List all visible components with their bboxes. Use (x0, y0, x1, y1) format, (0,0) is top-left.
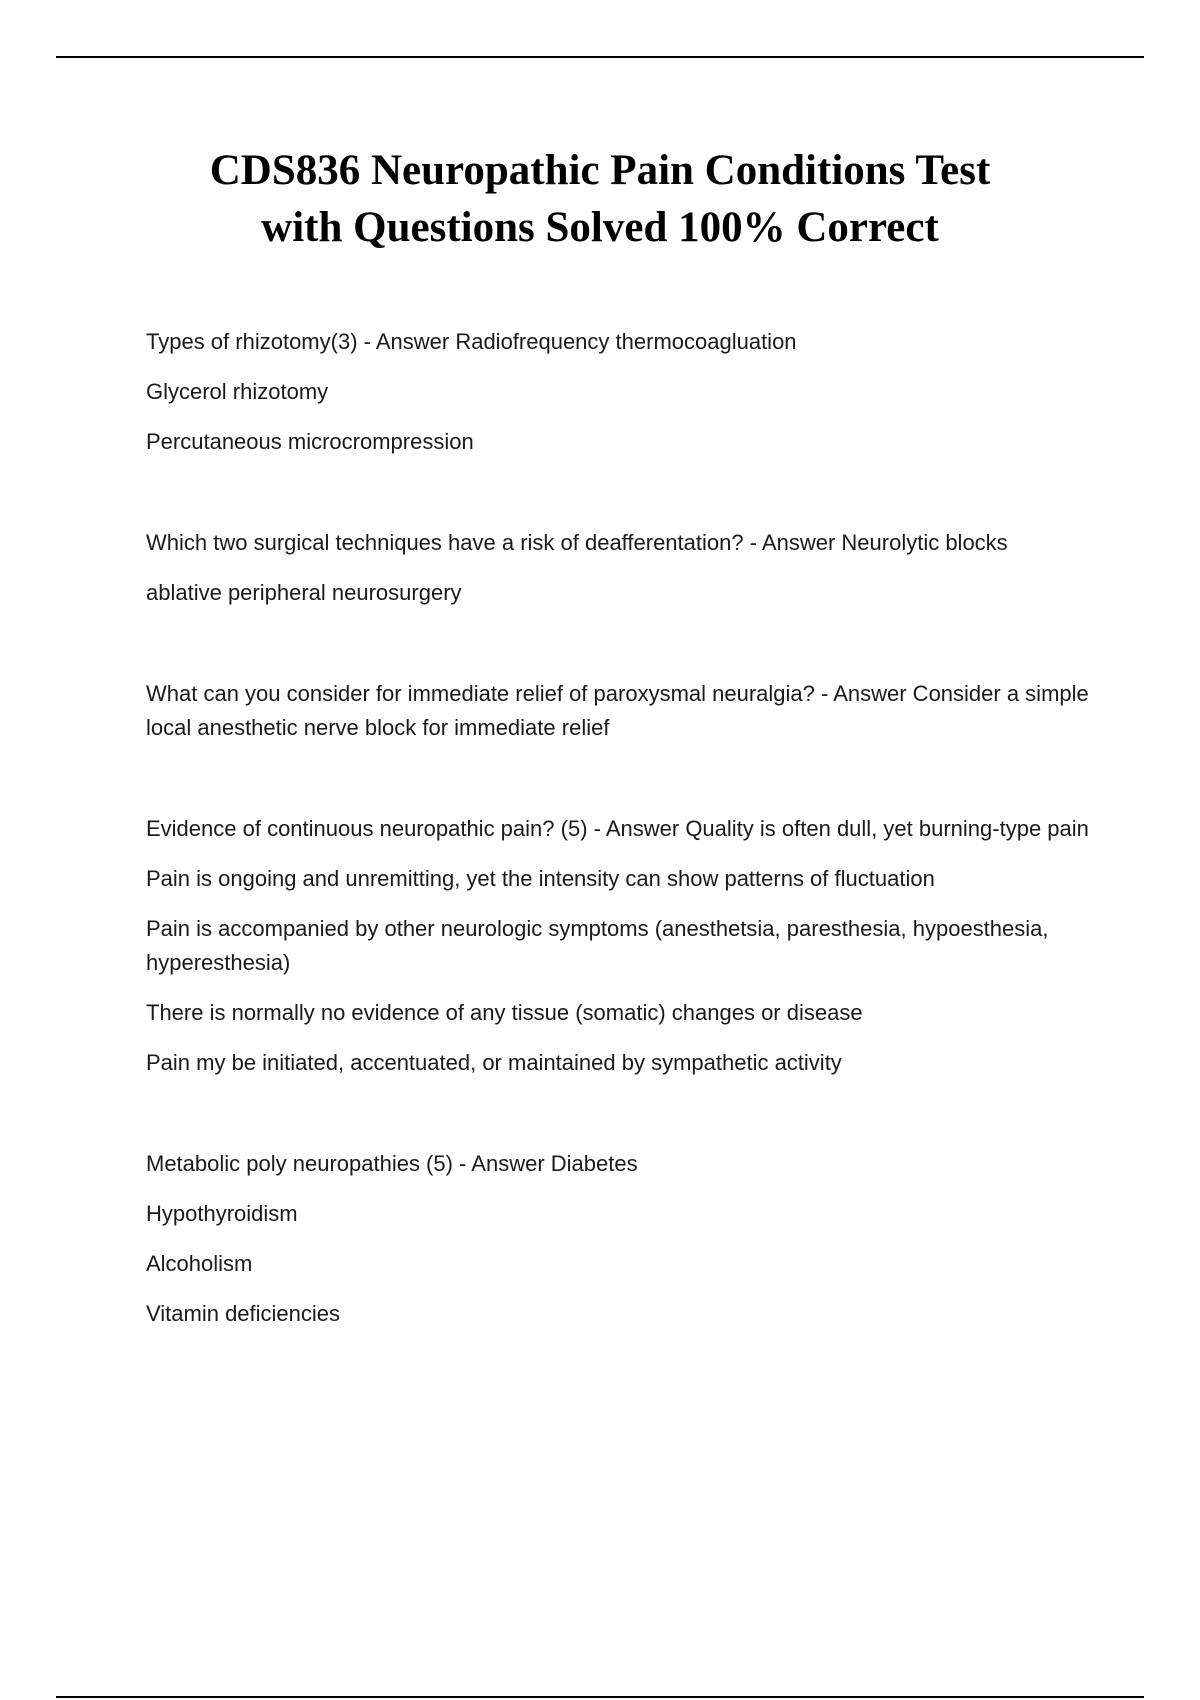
document-title (0, 142, 1200, 256)
qa-paragraph: Pain is accompanied by other neurologic symptoms (anesthetsia, paresthesia, hypoesthesia, hyperesthesia) (146, 916, 1049, 975)
title-line-2: with Questions Solved 100% Correct (261, 204, 939, 251)
qa-paragraph: ablative peripheral neurosurgery (146, 580, 462, 605)
qa-block-deafferentation (146, 526, 1096, 610)
qa-paragraph: Vitamin deficiencies (146, 1301, 341, 1326)
qa-block-rhizotomy (146, 325, 1096, 459)
qa-block-metabolic-polyneuropathies (146, 1147, 1096, 1331)
title-line-1: CDS836 Neuropathic Pain Conditions Test (209, 147, 991, 194)
header-rule (56, 56, 1144, 58)
qa-block-paroxysmal-neuralgia (146, 677, 1096, 745)
footer-rule (56, 1696, 1144, 1698)
qa-paragraph: Glycerol rhizotomy (146, 379, 329, 404)
qa-paragraph: Which two surgical techniques have a risk of deafferentation? - Answer Neurolytic blocks (146, 530, 1008, 555)
qa-paragraph: Metabolic poly neuropathies (5) - Answer Diabetes (146, 1151, 638, 1176)
qa-paragraph: Alcoholism (146, 1251, 253, 1276)
qa-paragraph: Hypothyroidism (146, 1201, 298, 1226)
qa-paragraph: Pain my be initiated, accentuated, or maintained by sympathetic activity (146, 1050, 842, 1075)
qa-content (146, 325, 1096, 1398)
qa-paragraph: Pain is ongoing and unremitting, yet the intensity can show patterns of fluctuation (146, 866, 935, 891)
qa-paragraph: Types of rhizotomy(3) - Answer Radiofrequency thermocoagluation (146, 329, 797, 354)
qa-paragraph: Evidence of continuous neuropathic pain? (5) - Answer Quality is often dull, yet burning-type pain (146, 816, 1089, 841)
qa-paragraph: There is normally no evidence of any tissue (somatic) changes or disease (146, 1000, 863, 1025)
qa-paragraph: Percutaneous microcrompression (146, 429, 474, 454)
qa-paragraph: What can you consider for immediate relief of paroxysmal neuralgia? - Answer Consider a simple local anesthetic nerve block for immediate relief (146, 681, 1089, 740)
qa-block-continuous-neuropathic-pain (146, 812, 1096, 1080)
